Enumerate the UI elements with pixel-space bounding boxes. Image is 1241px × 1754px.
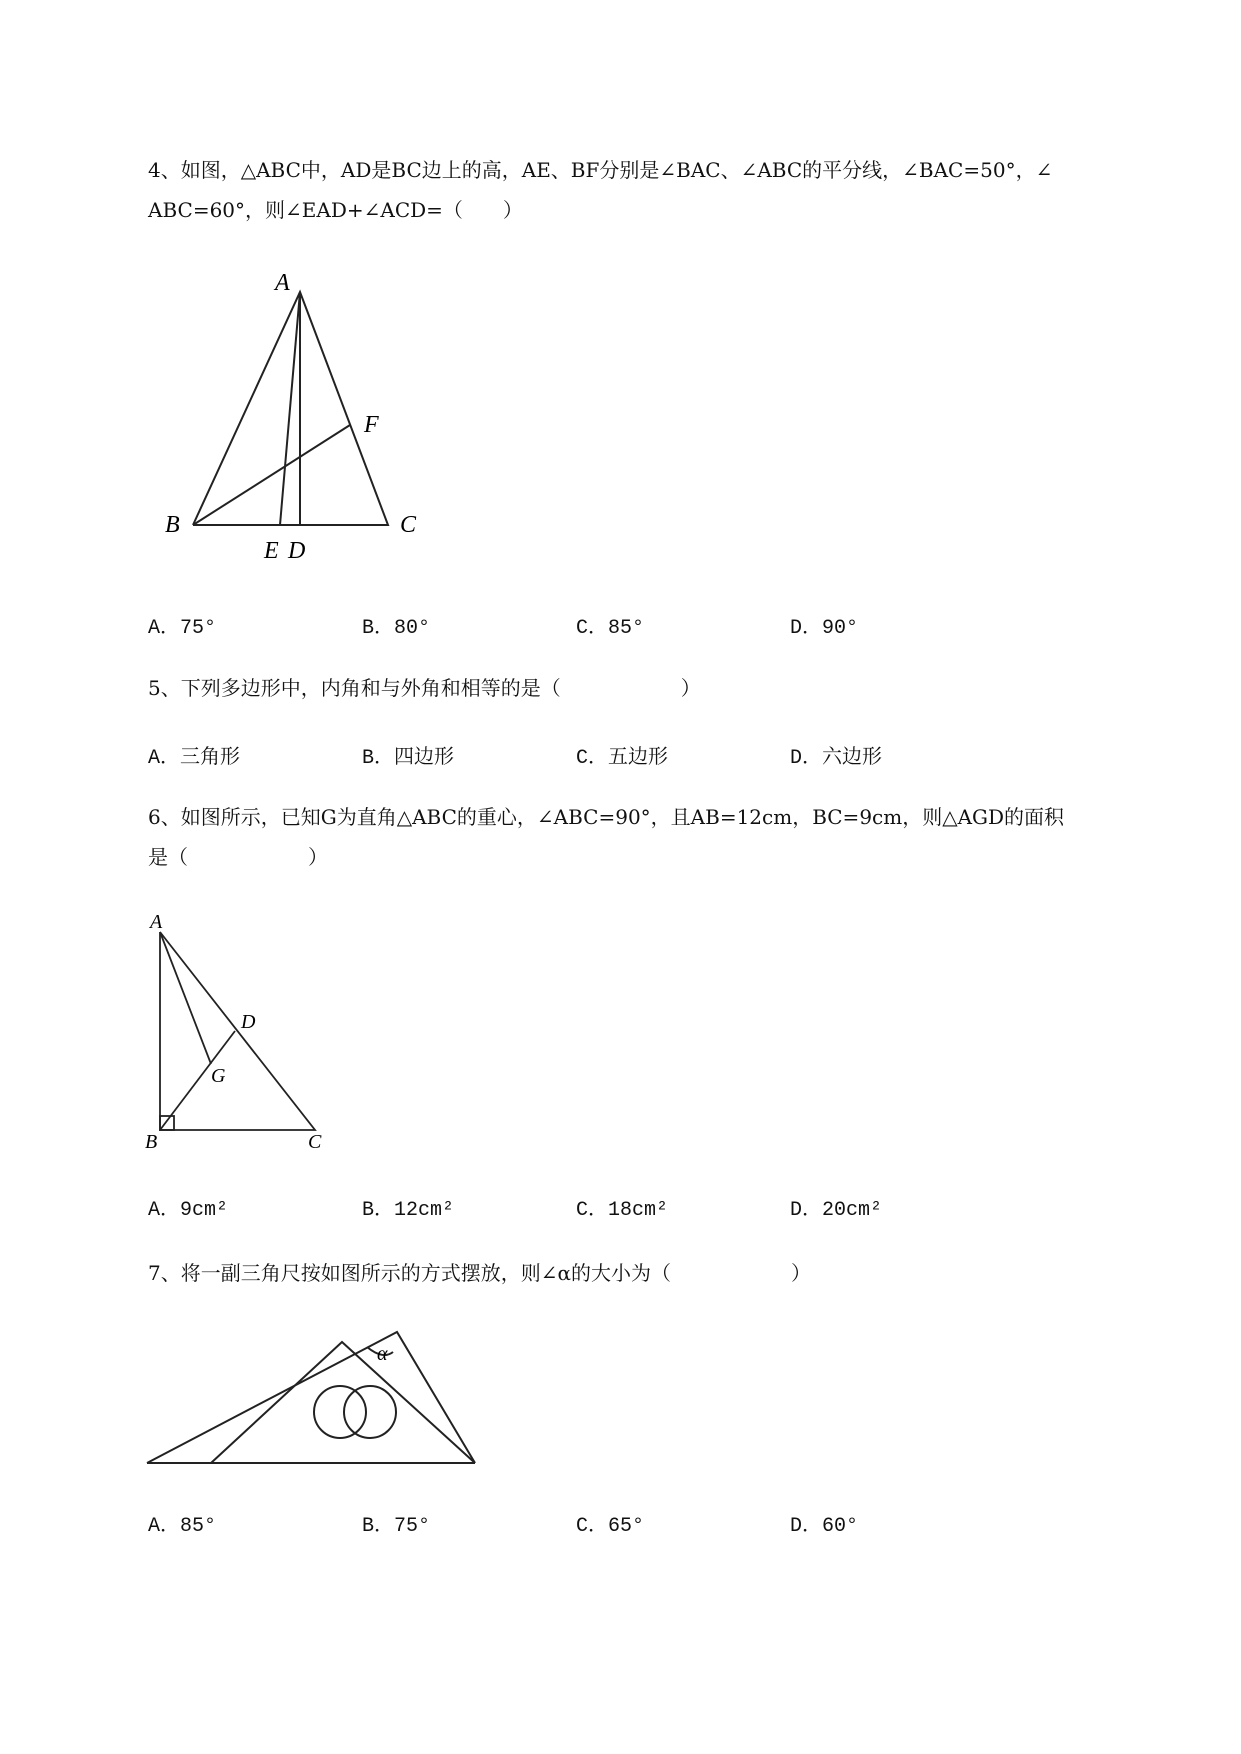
option-d[interactable]: D．60° [790, 1515, 859, 1538]
fig7-label-alpha: α [377, 1343, 388, 1365]
fig4-label-b: B [165, 512, 180, 538]
question-6-line1: 6、如图所示，已知G为直角△ABC的重心，∠ABC=90°，且AB=12cm，BC=9cm，则△AGD的面积 [148, 805, 1065, 829]
fig4-label-c: C [400, 512, 417, 538]
fig6-label-d: D [241, 1011, 256, 1033]
question-6-line2: 是（ ） [148, 845, 328, 869]
option-b[interactable]: B．80° [362, 617, 431, 640]
fig4-label-f: F [364, 412, 379, 438]
question-4-text [148, 150, 1148, 230]
option-c[interactable]: C．85° [576, 617, 645, 640]
question-4-line2: ABC=60°，则∠EAD+∠ACD=（ ） [148, 198, 523, 222]
question-4-figure [160, 270, 430, 570]
question-4-line1: 4、如图，△ABC中，AD是BC边上的高，AE、BF分别是∠BAC、∠ABC的平分线，∠BAC=50°，∠ [148, 158, 1053, 182]
question-4-options [148, 610, 1108, 640]
option-b[interactable]: B．12cm² [362, 1199, 455, 1222]
question-5-options [148, 740, 1108, 770]
option-d[interactable]: D．90° [790, 617, 859, 640]
fig6-label-a: A [150, 911, 163, 933]
option-a[interactable]: A．85° [148, 1515, 217, 1538]
fig6-label-c: C [308, 1131, 322, 1153]
question-5-text [148, 668, 1148, 708]
option-a[interactable]: A．9cm² [148, 1199, 229, 1222]
option-c[interactable]: C．五边形 [576, 747, 669, 770]
question-6-figure [145, 910, 345, 1153]
question-6-text [148, 797, 1148, 877]
fig4-label-a: A [275, 270, 290, 296]
question-7-text [148, 1253, 1148, 1293]
question-7-line1: 7、将一副三角尺按如图所示的方式摆放，则∠α的大小为（ ） [148, 1261, 811, 1285]
option-c[interactable]: C．65° [576, 1515, 645, 1538]
option-b[interactable]: B．75° [362, 1515, 431, 1538]
option-c[interactable]: C．18cm² [576, 1199, 669, 1222]
question-7-figure [145, 1320, 485, 1480]
option-d[interactable]: D．六边形 [790, 747, 883, 770]
question-5-line1: 5、下列多边形中，内角和与外角和相等的是（ ） [148, 676, 701, 700]
option-a[interactable]: A．三角形 [148, 747, 241, 770]
option-b[interactable]: B．四边形 [362, 747, 455, 770]
fig4-label-d: D [288, 538, 306, 564]
fig4-label-e: E [264, 538, 279, 564]
fig6-label-g: G [211, 1065, 226, 1087]
option-a[interactable]: A．75° [148, 617, 217, 640]
option-d[interactable]: D．20cm² [790, 1199, 883, 1222]
question-6-options [148, 1192, 1108, 1222]
question-7-options [148, 1508, 1108, 1538]
fig6-label-b: B [145, 1131, 158, 1153]
